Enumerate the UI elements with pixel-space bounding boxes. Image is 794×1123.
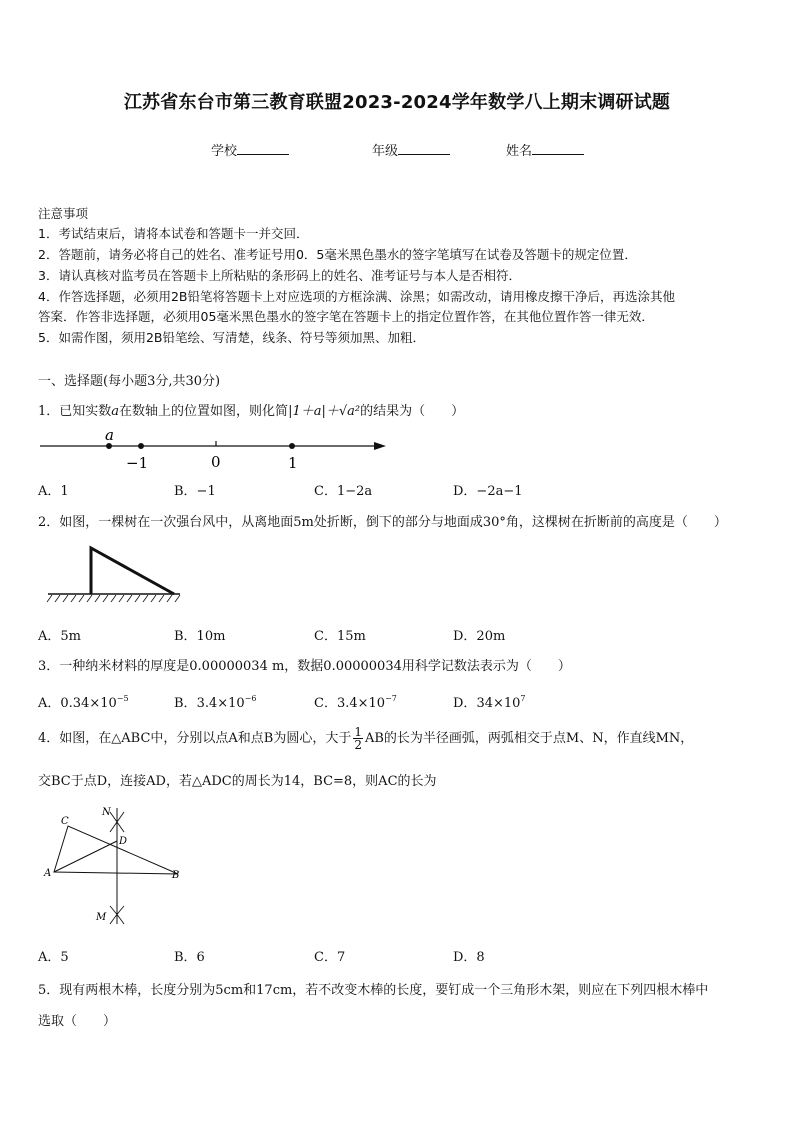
number-line-figure [36,424,396,472]
label-c: C [61,816,69,827]
q1-text: 的结果为（ ） [360,404,465,419]
option-base: 3.4×10 [196,696,245,711]
q1-text: 1．已知实数 [38,404,112,419]
point-minus-one [138,443,144,449]
option-exponent: 7 [520,694,526,703]
grade-label: 年级 [372,144,399,159]
label-n: N [102,807,111,818]
grade-blank [398,142,450,155]
notice-heading: 注意事项 [38,206,89,221]
grade-field [372,140,450,159]
q2-option-b[interactable]: B．10m [174,629,226,644]
q3-option-d[interactable] [453,692,526,711]
q1-var: a [111,404,120,419]
label-a: A [44,868,52,879]
q1-text: 在数轴上的位置如图，则化简 [119,404,289,419]
q1-option-d[interactable]: D．−2a−1 [453,484,523,499]
option-exponent: −7 [385,694,397,703]
broken-tree-line [91,548,174,594]
fraction-half [353,726,363,751]
notice-item: 4．作答选择题，必须用2B铅笔将答题卡上对应选项的方框涂满、涂黑；如需改动，请用橡皮擦干净后，再选涂其他 [38,289,675,304]
q1-option-a[interactable]: A．1 [38,484,69,499]
label-m: M [96,912,107,923]
tick-label: 0 [211,453,221,471]
question-2: 2．如图，一棵树在一次强台风中，从离地面5m处折断，倒下的部分与地面成30°角，这棵树在折断前的高度是（ ） [38,515,727,530]
option-base: 34×10 [476,696,521,711]
tick-label: −1 [126,454,149,472]
q2-option-a[interactable]: A．5m [38,629,81,644]
q3-option-a[interactable] [38,692,129,711]
notice-item: 3．请认真核对监考员在答题卡上所粘贴的条形码上的姓名、准考证号与本人是否相符． [38,268,521,283]
option-label: C． [314,696,337,711]
question-1 [38,400,464,419]
option-label: A． [38,696,61,711]
q1-expression: |1＋a|＋√a² [288,404,361,419]
q2-option-c[interactable]: C．15m [314,629,366,644]
fraction-numerator: 1 [354,725,362,739]
option-base: 0.34×10 [60,696,117,711]
option-label: B． [174,696,197,711]
q3-option-c[interactable] [314,692,397,711]
q4-text: 4．如图，在△ABC中，分别以点A和点B为圆心，大于 [38,731,352,746]
q4-option-d[interactable]: D．8 [453,950,485,965]
name-blank [532,142,584,155]
question-3: 3．一种纳米材料的厚度是0.00000034 m，数据0.00000034用科学记数法表示为（ ） [38,659,571,674]
option-base: 3.4×10 [336,696,386,711]
point-one [289,443,295,449]
segment-ad [54,841,117,872]
notice-item: 答案．作答非选择题，必须用05毫米黑色墨水的签字笔在答题卡上的指定位置作答，在其他位置作答一律无效． [38,309,654,324]
notice-item: 1．考试结束后，请将本试卷和答题卡一并交回． [38,226,309,241]
question-5-line2: 选取（ ） [38,1014,117,1029]
tree-figure [44,540,184,606]
school-field [211,140,289,159]
label-a: a [105,426,114,444]
question-5: 5．现有两根木棒，长度分别为5cm和17cm，若不改变木棒的长度，要钉成一个三角形木架，则应在下列四根木棒中 [38,983,709,998]
q1-option-b[interactable]: B．−1 [174,484,216,499]
school-blank [237,142,289,155]
arrow-icon [374,442,386,450]
q2-option-d[interactable]: D．20m [453,629,506,644]
ground-hatch [47,595,180,602]
option-exponent: −5 [116,694,129,703]
triangle-figure [38,800,198,930]
label-b: B [172,870,180,881]
q1-option-c[interactable]: C．1−2a [314,484,373,499]
page-title: 江苏省东台市第三教育联盟2023-2024学年数学八上期末调研试题 [123,92,671,113]
option-label: D． [453,696,477,711]
q4-option-c[interactable]: C．7 [314,950,346,965]
name-field [506,140,584,159]
option-exponent: −6 [244,694,257,703]
question-4-line2: 交BC于点D，连接AD，若△ADC的周长为14，BC=8，则AC的长为 [38,774,437,789]
notice-item: 2．答题前，请务必将自己的姓名、准考证号用0．5毫米黑色墨水的签字笔填写在试卷及答题卡的规定位置． [38,247,637,262]
fraction-denominator: 2 [354,738,362,752]
triangle-abc [54,826,178,874]
name-label: 姓名 [506,144,533,159]
notice-item: 5．如需作图，须用2B铅笔绘、写清楚，线条、符号等须加黑、加粗． [38,330,425,345]
section-heading: 一、选择题(每小题3分,共30分) [38,374,221,389]
school-label: 学校 [211,144,238,159]
q3-option-b[interactable] [174,692,256,711]
q4-option-b[interactable]: B．6 [174,950,205,965]
q4-text: AB的长为半径画弧，两弧相交于点M、N，作直线MN， [364,731,694,746]
q4-option-a[interactable]: A．5 [38,950,69,965]
label-d: D [119,836,128,847]
question-4 [38,726,693,751]
tick-label: 1 [288,454,298,472]
